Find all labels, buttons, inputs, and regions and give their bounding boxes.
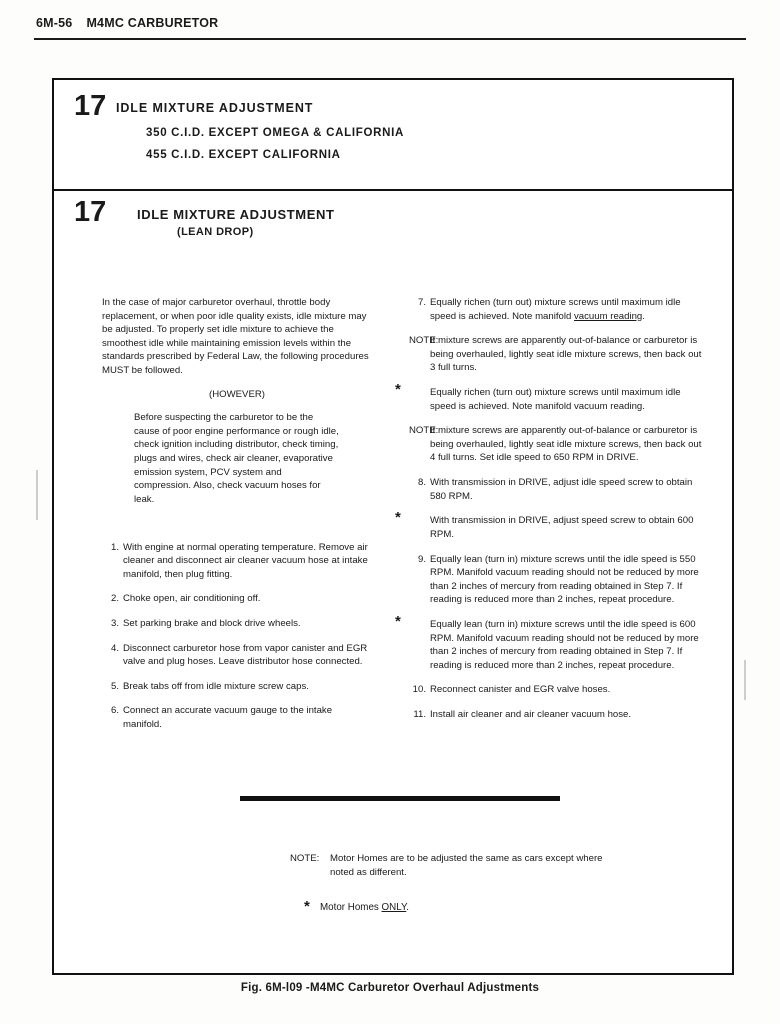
asterisk-icon: * <box>395 612 401 630</box>
note-item <box>409 424 709 465</box>
list-item <box>409 708 709 722</box>
left-step-list <box>102 541 372 732</box>
list-item <box>102 642 372 669</box>
top-panel-step-number: 17 <box>74 90 107 122</box>
note-item <box>409 334 709 375</box>
asterisk-icon: * <box>395 509 401 527</box>
however-heading: (HOWEVER) <box>209 388 265 400</box>
step-number: 3. <box>110 617 119 629</box>
step-number: 6. <box>110 705 119 717</box>
right-step-list <box>395 296 709 722</box>
step-text: Install air cleaner and air cleaner vacuum hose. <box>430 709 632 721</box>
step-text: Equally richen (turn out) mixture screws until maximum idle speed is achieved. Note manifold vacuum reading. <box>430 387 681 412</box>
list-item-starred <box>395 612 709 672</box>
top-panel-subtitle-2: 455 C.I.D. EXCEPT CALIFORNIA <box>146 149 341 161</box>
page-edge-mark <box>744 660 746 700</box>
list-item-starred <box>395 381 709 413</box>
running-head <box>36 16 218 30</box>
intro-paragraph: In the case of major carburetor overhaul, throttle body replacement, or when poor idle quality exists, idle mixture may be adjusted. To properly set idle mixture to achieve the smoothest idle while maintaining emission levels within the standards prescribed by Federal Law, the following procedures MUST be followed. <box>102 297 369 377</box>
step-text: With engine at normal operating temperature. Remove air cleaner and disconnect air cleaner vacuum hose at intake manifold, then plug fitting. <box>123 541 368 580</box>
left-column <box>102 296 372 743</box>
list-item <box>409 683 709 697</box>
step-number: 9. <box>417 553 426 565</box>
list-item <box>409 553 709 607</box>
header-rule <box>34 38 746 40</box>
step-text: With transmission in DRIVE, adjust speed screw to obtain 600 RPM. <box>430 515 694 540</box>
motor-homes-only-note <box>304 898 409 915</box>
note-label: NOTE: <box>409 335 439 347</box>
step-text: Break tabs off from idle mixture screw caps. <box>123 680 309 692</box>
step-text-underlined: vacuum reading <box>574 310 643 322</box>
footnote-text: Motor Homes are to be adjusted the same as cars except where noted as different. <box>330 853 603 878</box>
asterisk-icon: * <box>395 381 401 399</box>
step-text: Equally richen (turn out) mixture screws until maximum idle speed is achieved. Note manifold <box>430 297 681 322</box>
step-text: Set parking brake and block drive wheels. <box>123 617 301 629</box>
asterisk-icon: * <box>304 898 310 915</box>
list-item <box>102 592 372 606</box>
step-text-tail: . <box>642 310 645 322</box>
step-number: 1. <box>110 541 119 553</box>
figure-caption: Fig. 6M-l09 -M4MC Carburetor Overhaul Adjustments <box>240 982 540 994</box>
step-number: 2. <box>110 593 119 605</box>
step-text: Choke open, air conditioning off. <box>123 593 261 605</box>
step-text: Connect an accurate vacuum gauge to the intake manifold. <box>123 705 333 731</box>
top-panel <box>54 80 732 189</box>
step-text: Disconnect carburetor hose from vapor canister and EGR valve and plug hoses. Leave distributor hose connected. <box>123 642 368 668</box>
top-panel-title: IDLE MIXTURE ADJUSTMENT <box>116 101 314 115</box>
list-item <box>102 617 372 631</box>
step-text: Equally lean (turn in) mixture screws until the idle speed is 600 RPM. Manifold vacuum reading should not be reduced by more than 2 inches of mercury from reading obtained in Step 7. If reading is reduced more than 2 inches, repeat procedure. <box>430 618 699 671</box>
motor-homes-only-underlined: ONLY <box>381 902 407 913</box>
step-number: 10. <box>412 684 426 696</box>
list-item <box>102 680 372 694</box>
step-text: Equally lean (turn in) mixture screws until the idle speed is 550 RPM. Manifold vacuum reading should not be reduced by more than 2 inches of mercury from reading obtained in Step 7. If reading is reduced more than 2 inches, repeat procedure. <box>430 553 699 606</box>
right-column <box>395 296 709 733</box>
however-block: Before suspecting the carburetor to be the cause of poor engine performance or rough idle, check ignition including distributor, check timing, plugs and wires, check air cleaner, evaporative emission system, PCV system and compression. Also, check vacuum hoses for leak. <box>134 412 339 505</box>
note-text: If mixture screws are apparently out-of-balance or carburetor is being overhauled, lightly seat idle mixture screws, then back out 4 full turns. Set idle speed to 650 RPM in DRIVE. <box>430 425 702 464</box>
step-text: Reconnect canister and EGR valve hoses. <box>430 684 611 696</box>
running-head-title: M4MC CARBURETOR <box>86 16 219 30</box>
motor-homes-only-tail: . <box>406 902 409 913</box>
page-code: 6M-56 <box>36 16 73 30</box>
step-text: With transmission in DRIVE, adjust idle speed screw to obtain 580 RPM. <box>430 477 693 502</box>
footnote-block <box>290 852 620 879</box>
list-item <box>409 296 709 323</box>
note-label: NOTE: <box>409 425 439 437</box>
figure-box <box>52 78 734 975</box>
motor-homes-only-text: Motor Homes <box>320 902 382 913</box>
note-text: If mixture screws are apparently out-of-balance or carburetor is being overhauled, lightly seat idle mixture screws, then back out 3 full turns. <box>430 335 702 374</box>
step-number: 8. <box>417 477 426 489</box>
list-item <box>102 541 372 582</box>
second-panel-subtitle: (LEAN DROP) <box>177 226 254 238</box>
step-number: 4. <box>110 642 119 654</box>
panel-divider-rule <box>54 189 732 191</box>
list-item-starred <box>395 509 709 541</box>
list-item <box>102 704 372 731</box>
step-number: 5. <box>110 680 119 692</box>
step-number: 7. <box>417 297 426 308</box>
divider-bar <box>240 796 560 801</box>
step-number: 11. <box>413 709 426 721</box>
footnote-label: NOTE: <box>290 853 320 864</box>
top-panel-subtitle-1: 350 C.I.D. EXCEPT OMEGA & CALIFORNIA <box>146 127 404 139</box>
second-panel-title: IDLE MIXTURE ADJUSTMENT <box>137 207 335 222</box>
page-edge-mark <box>36 470 38 520</box>
second-panel-step-number: 17 <box>74 196 107 228</box>
list-item <box>409 476 709 503</box>
